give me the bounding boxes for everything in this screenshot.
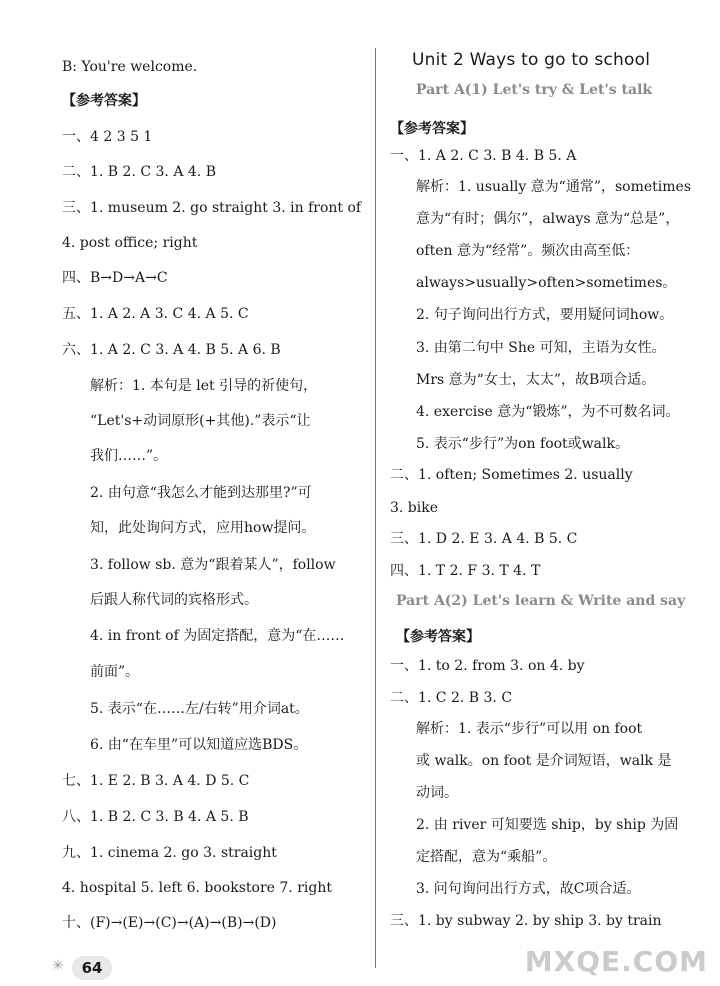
- explanation-line: 知，此处询问方式，应用how提问。: [90, 520, 316, 536]
- explanation-line: 解析：1. 表示“步行”可以用 on foot: [416, 721, 643, 737]
- explanation-line: 5. 表示“步行”为on foot或walk。: [416, 436, 629, 452]
- explanation-line: 我们……”。: [90, 448, 168, 464]
- explanation-line: 定搭配，意为“乘船”。: [416, 849, 557, 865]
- watermark: MXQE.COM: [524, 945, 708, 978]
- answer-heading: 【参考答案】: [390, 121, 474, 137]
- left-line: 4. post office; right: [62, 235, 198, 251]
- right-line: 一、1. to 2. from 3. on 4. by: [390, 658, 585, 674]
- left-line: B: You're welcome.: [62, 59, 198, 75]
- explanation-line: 5. 表示“在……左/右转”用介词at。: [90, 701, 309, 717]
- left-line: 九、1. cinema 2. go 3. straight: [62, 845, 277, 861]
- right-line: 二、1. C 2. B 3. C: [390, 690, 513, 706]
- explanation-line: 解析：1. usually 意为“通常”，sometimes: [416, 179, 692, 195]
- explanation-line: 6. 由“在车里”可以知道应选BDS。: [90, 737, 308, 753]
- right-line: 一、1. A 2. C 3. B 4. B 5. A: [390, 148, 577, 164]
- column-divider: [375, 48, 376, 968]
- explanation-line: 后跟人称代词的宾格形式。: [90, 592, 258, 608]
- explanation-line: 解析：1. 本句是 let 引导的祈使句，: [90, 378, 318, 394]
- right-line: 三、1. by subway 2. by ship 3. by train: [390, 913, 662, 929]
- answer-heading: 【参考答案】: [62, 93, 146, 109]
- part-heading: Part A(1) Let's try & Let's talk: [416, 82, 653, 98]
- part-heading: Part A(2) Let's learn & Write and say: [396, 593, 686, 609]
- left-line: 一、4 2 3 5 1: [62, 129, 153, 145]
- left-line: 二、1. B 2. C 3. A 4. B: [62, 164, 216, 180]
- page-number: 64: [72, 956, 112, 980]
- explanation-line: 3. 问句询问出行方式，故C项合适。: [416, 881, 641, 897]
- right-line: 二、1. often; Sometimes 2. usually: [390, 467, 633, 483]
- unit-title: Unit 2 Ways to go to school: [412, 50, 651, 70]
- right-line: 三、1. D 2. E 3. A 4. B 5. C: [390, 531, 578, 547]
- left-line: 七、1. E 2. B 3. A 4. D 5. C: [62, 773, 250, 789]
- left-line: 五、1. A 2. A 3. C 4. A 5. C: [62, 306, 249, 322]
- explanation-line: 动词。: [416, 785, 458, 801]
- explanation-line: 2. 由 river 可知要选 ship，by ship 为固: [416, 817, 679, 833]
- explanation-line: 3. 由第二句中 She 可知，主语为女性。: [416, 340, 666, 356]
- answer-heading: 【参考答案】: [396, 629, 480, 645]
- explanation-line: “Let's+动词原形(+其他).”表示“让: [90, 413, 311, 429]
- left-line: 六、1. A 2. C 3. A 4. B 5. A 6. B: [62, 342, 281, 358]
- left-line: 八、1. B 2. C 3. B 4. A 5. B: [62, 809, 249, 825]
- star-icon: ✳: [52, 958, 64, 974]
- explanation-line: 前面”。: [90, 664, 140, 680]
- left-line: 三、1. museum 2. go straight 3. in front of: [62, 200, 362, 216]
- explanation-line: 3. follow sb. 意为“跟着某人”，follow: [90, 557, 336, 573]
- left-line: 四、B→D→A→C: [62, 270, 168, 286]
- explanation-line: Mrs 意为“女士，太太”，故B项合适。: [416, 372, 656, 388]
- explanation-line: 4. in front of 为固定搭配，意为“在……: [90, 628, 345, 644]
- left-line: 十、(F)→(E)→(C)→(A)→(B)→(D): [62, 915, 277, 931]
- explanation-line: 意为“有时；偶尔”，always 意为“总是”，: [416, 211, 680, 227]
- explanation-line: often 意为“经常”。频次由高至低：: [416, 243, 640, 259]
- explanation-line: 2. 句子询问出行方式，要用疑问词how。: [416, 307, 674, 323]
- explanation-line: always>usually>often>sometimes。: [416, 275, 677, 291]
- explanation-line: 4. exercise 意为“锻炼”，为不可数名词。: [416, 404, 680, 420]
- explanation-line: 或 walk。on foot 是介词短语，walk 是: [416, 753, 672, 769]
- right-line: 3. bike: [390, 500, 439, 516]
- left-line: 4. hospital 5. left 6. bookstore 7. right: [62, 880, 332, 896]
- explanation-line: 2. 由句意“我怎么才能到达那里?”可: [90, 485, 312, 501]
- right-line: 四、1. T 2. F 3. T 4. T: [390, 563, 541, 579]
